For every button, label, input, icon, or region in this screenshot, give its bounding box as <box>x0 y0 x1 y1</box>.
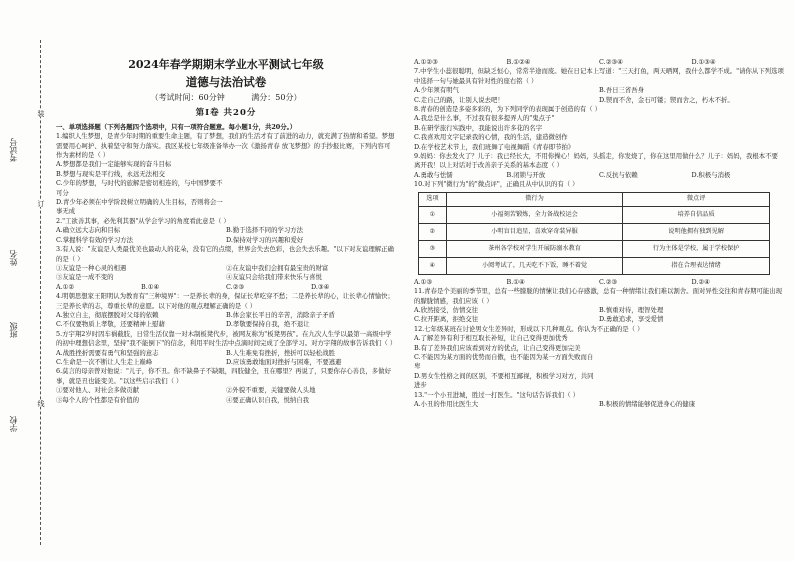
option-row <box>56 349 396 358</box>
answer-option: B.人生难免有挫折，挫折可以轻松战胜 <box>226 348 335 357</box>
table-cell: 培养自信品质 <box>623 206 770 223</box>
behavior-table <box>418 192 770 275</box>
option-row <box>414 143 784 152</box>
answer-option: C.拉开距离，拒绝交往 <box>414 315 479 324</box>
binding-mark: 订 <box>37 200 45 207</box>
option-row <box>414 372 784 391</box>
exam-time: （考试时间：60分钟 <box>150 93 225 102</box>
answer-option: C.不仅要物质上孝敬，还要精神上慰藉 <box>56 320 165 329</box>
question-stem: 4.明朝思想家王阳明认为教育有"三种境界"：一是养长辈的身，保证长辈吃穿不愁；二是养长辈的心，让长辈心情愉快；三是养长辈的志，尊重长辈的意愿。以下对他的观点理解正确的是（ ） <box>56 292 394 310</box>
option-row <box>414 96 784 105</box>
table-cell: 说明他拥有独到见解 <box>623 223 770 240</box>
answer-option <box>599 353 784 372</box>
table-row <box>419 257 770 274</box>
option-row <box>414 306 784 315</box>
answer-option: ②外貌不重要，关键要做人头地 <box>226 386 316 395</box>
binding-mark: 线 <box>37 400 45 407</box>
answer-option: A.战胜挫折需要有勇气和坚强的意志 <box>56 348 159 357</box>
option-row <box>414 124 784 133</box>
option-row <box>56 320 396 329</box>
table-header-cell: 选项 <box>419 192 447 206</box>
answer-option: ④友谊只会给我们带来快乐与喜悦 <box>226 273 322 282</box>
answer-option: C.②③ <box>226 282 245 291</box>
answer-option: A.欣然接受，仿情交往 <box>414 305 479 314</box>
name-field: 姓名 <box>9 250 18 266</box>
answer-option: C.我喜欢用文字记录我的心情，我的生活，建造微创作 <box>414 133 568 142</box>
answer-option: A.独立自主，彻底摆脱对父母的依赖 <box>56 310 159 319</box>
answer-option: B.梦想与现实是平行线，永远无法相交 <box>56 169 165 178</box>
answer-option: A.我总是什么事，不过我有很多提弄人的"鬼点子" <box>414 114 555 123</box>
answer-option <box>226 198 396 217</box>
answer-option <box>226 160 396 169</box>
option-row <box>414 344 784 353</box>
question-stem: 13."一个小丑进城，胜过一打医生。"这句话告诉我们（ ） <box>414 390 580 399</box>
answer-option: D.青少年必须在中学阶段树立明确的人生目标，否则将会一事无成 <box>56 198 223 216</box>
answer-option <box>599 114 784 123</box>
option-row <box>414 278 784 287</box>
answer-option: B.吾日三省吾身 <box>599 86 645 95</box>
question-stem: 8.青春的创造是多姿多彩的，为下列同学的表现属于创造的有（ ） <box>414 105 602 114</box>
answer-option: D.孝敬要保持自我，绝不退让 <box>226 320 310 329</box>
answer-option: B.闭锁与开放 <box>506 170 546 179</box>
answer-option: D.②④ <box>691 277 710 286</box>
table-cell: 茶州各学校对学生开展防溺水教育 <box>446 240 622 257</box>
table-header-cell: 微点评 <box>623 192 770 206</box>
question-stem: 12.七年级某班在讨论男女生差异时，形成以下几种观点。你认为不正确的是（ ） <box>414 324 644 333</box>
section-heading: 一、单项选择题（下列各题四个选项中，只有一项符合题意。每小题1分，共20分。） <box>56 122 297 131</box>
answer-option: A.小丑的作用比医生大 <box>414 399 479 408</box>
option-row <box>414 334 784 343</box>
answer-option: D.在学校艺术节上，我们班舞了电视舞蹈《青春即节拍》 <box>414 142 575 151</box>
answer-option: B.①④ <box>141 282 160 291</box>
exam-score: 满分：50分） <box>251 93 302 102</box>
question-stem: 1.编织人生梦想，是青少年时期的重要生命主题，有了梦想，我们的生活才有了前进的动力，就充满了热情和希望。梦想需要用心呵护、执着坚守和努力落实。我区某校七年级准备举办一次《激扬青春 放飞梦想》的手抄报比赛，下列内容可作为素材的是（ ） <box>56 132 395 160</box>
answer-option <box>599 143 784 152</box>
answer-option: A.确立远大志向和目标 <box>56 226 121 235</box>
option-row <box>56 386 396 395</box>
exam-meta <box>56 93 396 102</box>
answer-option: D.男女生性格之间的区别，不要相互鄙视，积极学习对方，共同进步 <box>414 371 594 390</box>
answer-option: C.走自己的路，让别人说去吧！ <box>414 95 504 104</box>
answer-option: C.不能因为某方面的优势而自傲，也不能因为某一方面失败而自卑 <box>414 352 594 371</box>
answer-option: D.勇敢追求，享受爱情 <box>599 315 664 324</box>
option-row <box>56 160 396 169</box>
left-questions <box>56 123 396 405</box>
answer-option: A.梦想都是我们一定能够实现的奋斗目标 <box>56 160 172 169</box>
answer-option: B.慎重对待，理智处理 <box>599 305 664 314</box>
answer-option: B.体会家长平日的辛苦，消除亲子矛盾 <box>226 310 335 319</box>
exam-number-field: 考试号 <box>9 138 18 162</box>
left-column <box>56 0 396 561</box>
question-stem: 10.对下列"微行为"的"微点评"，正确且从中认识的有（ ） <box>414 180 579 189</box>
answer-option: B.①②④ <box>506 58 531 66</box>
answer-option: D.③④ <box>311 282 330 291</box>
answer-option: ①要对他人、对社会多做贡献 <box>56 386 140 395</box>
option-row <box>56 273 396 282</box>
answer-option: A.了解差异有利于相互取长补短，让自己变得更加优秀 <box>414 334 568 343</box>
answer-option: ③友谊是一成不变的 <box>56 273 114 282</box>
answer-option <box>599 372 784 391</box>
option-row <box>414 353 784 372</box>
question-stem: 11.青春是个美丽的季节里，总有一些朦胧的情愫让我们心存感激，总有一种情绪让我们难以割舍。面对异性交往和青春期可能出现的朦胧情感，我们应该（ ） <box>414 287 783 305</box>
question-stem: 6.莫言的母亲曾对他说："儿子，你不丑。你不缺鼻子不缺眼，四肢健全，丑在哪里？再说了，只要你存心善良，多做好事，就是丑也能变美。"以这些启示我们（ ） <box>56 367 391 385</box>
answer-option: ④要正确认识自我，悦纳自我 <box>226 395 310 404</box>
answer-option: A.①③ <box>414 277 433 286</box>
answer-option: A.勇敢与怯懦 <box>414 170 453 179</box>
answer-option: ②在友谊中我们会拥有最宝贵的财富 <box>226 263 329 272</box>
option-row <box>414 86 784 95</box>
answer-option: C.生命是一次不断让人生走上巅峰 <box>56 357 153 366</box>
option-row <box>414 133 784 142</box>
answer-option: ③每个人的个性都是有价值的 <box>56 395 140 404</box>
answer-option <box>599 344 784 353</box>
binding-margin <box>0 0 52 561</box>
answer-option: C.掌握科学有效的学习方法 <box>56 235 133 244</box>
answer-option: D.应该勇敢地面对挫折与困难，不要逃避 <box>226 357 342 366</box>
class-field: 班级 <box>9 322 18 338</box>
answer-option: B.有了差异我们应该看到对方的优点，让自己变得更加完美 <box>414 343 581 352</box>
answer-option: D.积极与消极 <box>691 170 731 179</box>
answer-option: C.少年的梦想，与时代的旅解是密切相连的，与中国梦要不可分 <box>56 179 223 197</box>
answer-option: A.①②③ <box>414 58 438 66</box>
answer-option: C.反抗与依赖 <box>599 170 638 179</box>
answer-option: C.②③ <box>599 277 618 286</box>
table-cell: 小明盲目追星，喜欢穿奇装异服 <box>446 223 622 240</box>
table-header-cell: 微行为 <box>446 192 622 206</box>
question-stem: 9.妈妈：你去发火了？儿子：我已经长大，不用你操心！妈妈，头摇走，你发烧了，你在这里用做什么？儿子：妈妈，我根本不要离开我！以上对话对于改善亲子关系的基本态度（ ） <box>414 152 778 170</box>
option-row <box>56 396 396 405</box>
option-row <box>414 315 784 324</box>
table-row <box>419 223 770 240</box>
table-cell: 小阅考试了，几天吃不下饭，睡不着觉 <box>446 257 622 274</box>
option-row <box>56 358 396 367</box>
table-header-row <box>419 192 770 206</box>
answer-option <box>599 133 784 142</box>
option-row <box>414 58 784 67</box>
question-stem: 7.中学生小蕊很聪明，但缺乏恒心，常常半途而废。她在日记本上写道："三天打鱼，两天晒网，我什么都学不成。"请你从下列选项中选择一句与她最具有针对性的座右铭（ ） <box>414 67 784 85</box>
answer-option: D.锲而不舍，金石可镂；锲而舍之，朽木不折。 <box>599 95 734 104</box>
answer-option: D.保持对学习的兴趣和爱好 <box>226 235 304 244</box>
option-row <box>56 311 396 320</box>
option-row <box>414 171 784 180</box>
right-questions <box>414 58 784 409</box>
answer-option <box>599 334 784 343</box>
answer-option <box>599 124 784 133</box>
answer-option <box>226 179 396 198</box>
option-row <box>56 264 396 273</box>
answer-option: B.积极的情绪能够促进身心的健康 <box>599 399 696 408</box>
option-row <box>56 236 396 245</box>
answer-option: B.①④ <box>506 277 525 286</box>
table-cell: 小福刻苦锻炼，全力备战校运会 <box>446 206 622 223</box>
table-row <box>419 206 770 223</box>
table-cell: ① <box>419 206 447 223</box>
option-row <box>414 114 784 123</box>
binding-mark: 装 <box>37 110 45 117</box>
option-row <box>414 400 784 409</box>
volume-title: 第Ⅰ卷 共20分 <box>195 108 257 119</box>
answer-option: A.少年须有明气 <box>414 86 459 95</box>
question-stem: 2."工欲善其事，必先利其器"从学会学习的角度看此意是（ ） <box>56 216 230 225</box>
subject-title: 道德与法治试卷 <box>185 75 267 89</box>
table-cell: ② <box>419 223 447 240</box>
question-stem: 3.有人说："友谊是人类最优美也最动人的花朵，没有它的点缀，世界会失去色彩，也会失去乐趣。"以下对友谊理解正确的是（ ） <box>56 245 394 263</box>
answer-option <box>226 170 396 179</box>
option-row <box>56 283 396 292</box>
answer-option: B.在研学旅行实践中，我能说出许多花的名字 <box>414 123 543 132</box>
answer-option: D.①③④ <box>691 58 716 66</box>
table-cell: 行为主体是学校，属于学校保护 <box>623 240 770 257</box>
question-stem: 5.方宇翔2岁时因车祸截肢，日常生活仅靠一对木制板凳代步，被网友称为"板凳男孩"。在九次人生学以最第一高级中学的初中理想信念里，坚持"我不能倒下"的信念，利用平时生活中点滴时间完成了全部学习。对方宇翔的故事告诉我们（ ） <box>56 329 397 348</box>
option-row <box>56 170 396 179</box>
exam-title: 2024年春学期期末学业水平测试七年级 <box>128 58 324 71</box>
answer-option: B.勤于选择不同的学习方法 <box>226 226 304 235</box>
answer-option: A.①② <box>56 282 75 291</box>
table-row <box>419 240 770 257</box>
table-cell: ④ <box>419 257 447 274</box>
answer-option: C.②③④ <box>599 58 623 66</box>
option-row <box>56 179 396 198</box>
right-column <box>414 0 784 561</box>
option-row <box>56 198 396 217</box>
answer-option: ①友谊是一种心灵的相遇 <box>56 263 127 272</box>
option-row <box>56 226 396 235</box>
table-cell: 指在合理表达情绪 <box>623 257 770 274</box>
school-field: 学校 <box>9 416 18 432</box>
table-cell: ③ <box>419 240 447 257</box>
